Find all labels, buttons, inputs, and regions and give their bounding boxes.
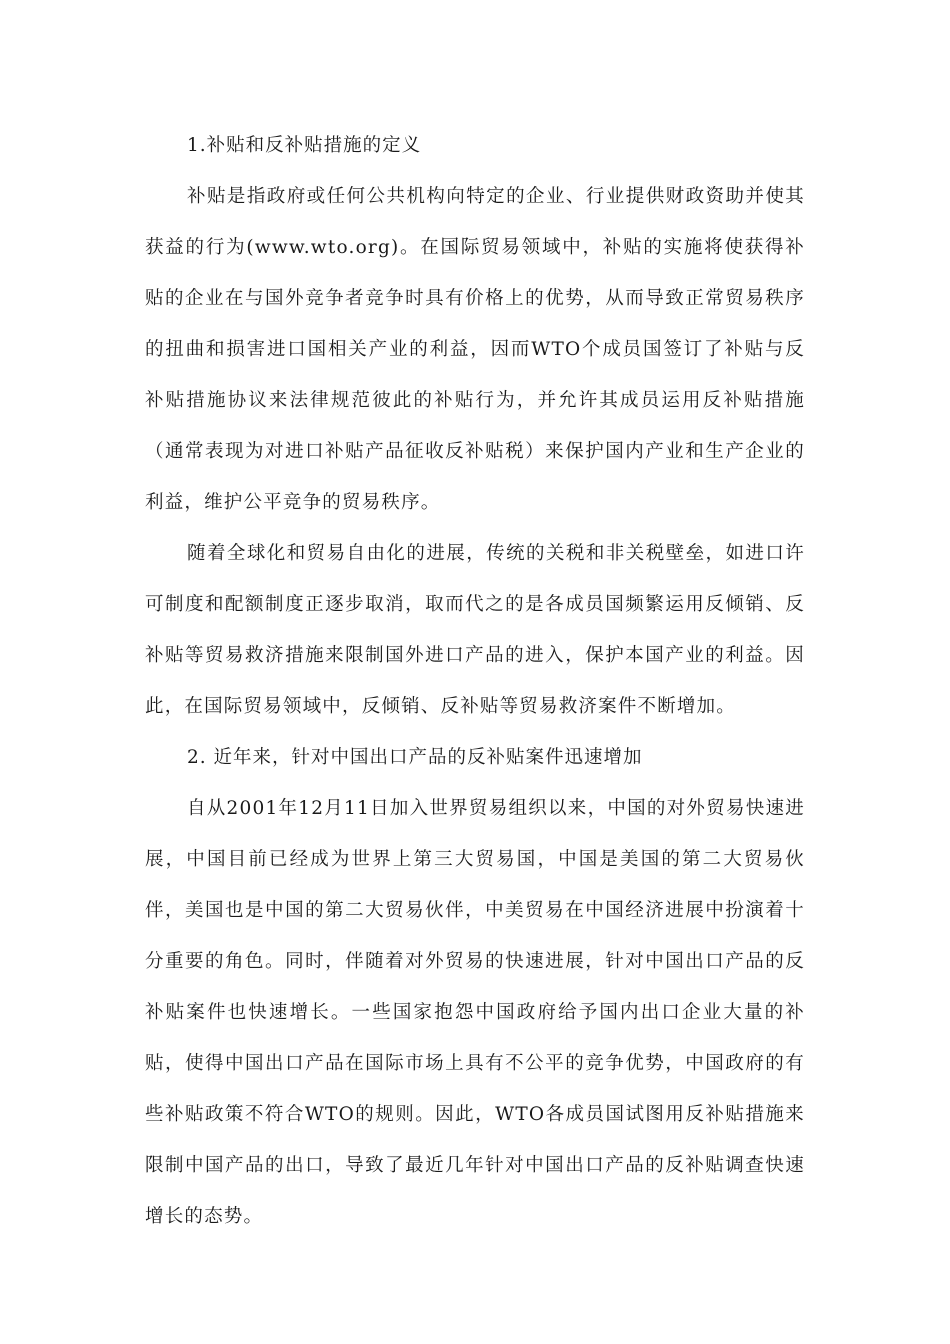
section-2-paragraph-1: 自从2001年12月11日加入世界贸易组织以来，中国的对外贸易快速进展，中国目前已经成为世界上第三大贸易国，中国是美国的第二大贸易伙伴，美国也是中国的第二大贸易伙伴，中美贸易在中国经济进展中扮演着十分重要的角色。同时，伴随着对外贸易的快速进展，针对中国出口产品的反补贴案件也快速增长。一些国家抱怨中国政府给予国内出口企业大量的补贴，使得中国出口产品在国际市场上具有不公平的竞争优势，中国政府的有些补贴政策不符合WTO的规则。因此，WTO各成员国试图用反补贴措施来限制中国产品的出口，导致了最近几年针对中国出口产品的反补贴调查快速增长的态势。	[145, 798, 805, 1227]
section-2-heading: 2. 近年来，针对中国出口产品的反补贴案件迅速增加	[187, 747, 643, 768]
section-1-heading: 1.补贴和反补贴措施的定义	[187, 135, 422, 156]
document-page	[145, 120, 805, 1242]
section-1-paragraph-2: 随着全球化和贸易自由化的进展，传统的关税和非关税壁垒，如进口许可制度和配额制度正逐步取消，取而代之的是各成员国频繁运用反倾销、反补贴等贸易救济措施来限制国外进口产品的进入，保护本国产业的利益。因此，在国际贸易领域中，反倾销、反补贴等贸易救济案件不断增加。	[145, 543, 805, 717]
section-1-paragraph-1: 补贴是指政府或任何公共机构向特定的企业、行业提供财政资助并使其获益的行为(www.wto.org)。在国际贸易领域中，补贴的实施将使获得补贴的企业在与国外竞争者竞争时具有价格上的优势，从而导致正常贸易秩序的扭曲和损害进口国相关产业的利益，因而WTO个成员国签订了补贴与反补贴措施协议来法律规范彼此的补贴行为，并允许其成员运用反补贴措施（通常表现为对进口补贴产品征收反补贴税）来保护国内产业和生产企业的利益，维护公平竞争的贸易秩序。	[145, 186, 805, 513]
